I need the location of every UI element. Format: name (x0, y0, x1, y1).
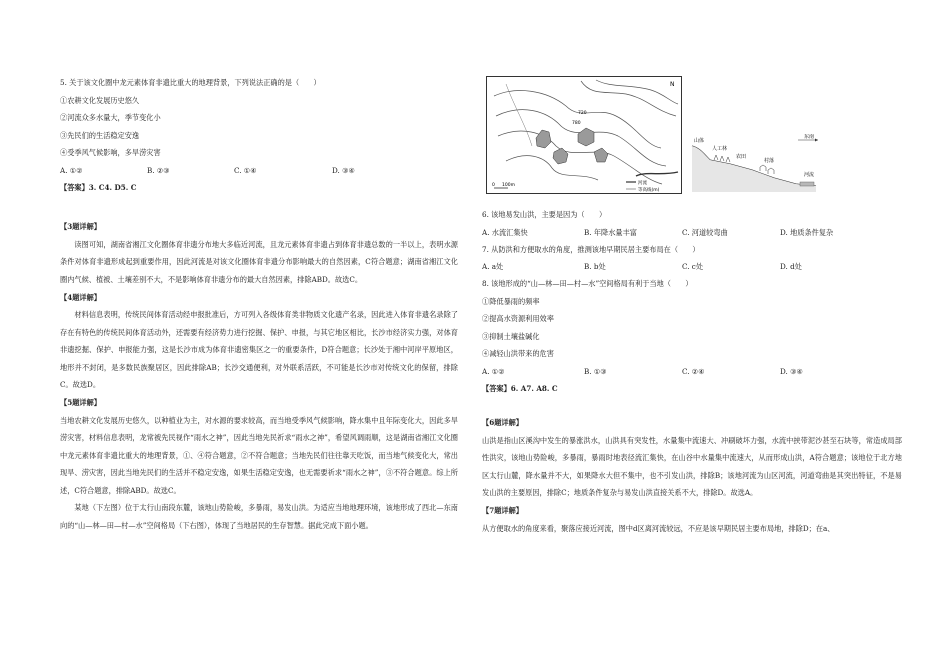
q5-item-3: ③先民们的生活稳定安逸 (60, 130, 140, 140)
q8-options (482, 363, 902, 380)
map-north-label: N (670, 81, 675, 88)
q7-option-b: B. b处 (584, 262, 606, 271)
q7-option-d: D. d处 (780, 262, 802, 271)
q8-option-b: B. ①③ (584, 366, 607, 376)
q5-option-a: A. ①② (60, 165, 83, 175)
q7-option-c: C. c处 (682, 262, 704, 271)
q5-item-4: ④受季风气候影响，多旱涝灾害 (60, 148, 161, 158)
map-contour-780: 780 (572, 121, 581, 126)
q3-detail-body: 读图可知，湖南省湘江文化圈体育非遗分布地大多临近河流，且龙元素体育非遗占到体育非遗总数的一半以上，表明水源条件对体育非遗形成起到重要作用，因此河流是对该文化圈体育非遗分布影响最大的自然因素，C符合题意；湖南省湘江文化圈内气候、植被、土壤差别不大，不是影响体育非遗分布的最大自然因素，排除ABD。故选C。 (60, 239, 458, 284)
q5-option-c: C. ①④ (234, 165, 257, 175)
q5-detail-body: 当地农耕文化发展历史悠久，以种植业为主，对水源的要求较高，而当地受季风气候影响，降水集中且年际变化大，因此多旱涝灾害，材料信息表明，龙常被先民视作“雨水之神”，因此当地先民祈求“雨水之神”，希望风调雨顺，这是湖南省湘江文化圈中龙元素体育非遗比重大的地理背景，①、④符合题意，②不符合题意；当地先民们往往靠天吃饭，而当地气候变化大，常出现旱、涝灾害，因此当地先民们的生活并不稳定安逸，如果生活稳定安逸，也无需要祈求“雨水之神”，③不符合题意。综上所述，C符合题意，排除ABD。故选C。 (60, 415, 458, 495)
q7-detail-heading: 【7题详解】 (482, 506, 523, 515)
profile-label-southeast: 东南 (804, 134, 815, 140)
profile-label-forest: 人工林 (712, 146, 728, 152)
q7-detail-body: 从方便取水的角度来看，聚落应接近河流，图中d区离河流较远，不应是该早期民居主要布局地，排除D；在a、 (482, 523, 835, 533)
q5-item-1: ①农耕文化发展历史悠久 (60, 95, 140, 105)
q6-stem: 6. 该地易发山洪，主要是因为（ ） (482, 210, 607, 220)
material-intro: 某地（下左图）位于太行山南段东麓，该地山势险峻，多暴雨，易发山洪。为适应当地地理环境，该地形成了西北—东南向的“山—林—田—村—水”空间格局（下右图），体现了当地居民的生存智慧。据此完成下面小题。 (60, 503, 458, 530)
profile-label-village: 村落 (764, 158, 775, 164)
q4-detail-body: 材料信息表明，传统民间体育活动经申报批准后，方可列入各级体育类非物质文化遗产名录，因此进入体育非遗名录除了存在有特色的传统民间体育活动外，还需要有经济势力进行挖掘、保护、申报，与其它地区相比，长沙市经济实力强，对体育非遗挖掘、保护、申报能力强，这是长沙市成为体育非遗密集区之一的重要条件，D符合题意；长沙处于湘中河岸平原地区，地形并不封闭，是多数民族聚居区，因此排除AB；长沙交通便利，对外联系活跃，不可能是长沙市对传统文化的保留，排除C。故选D。 (60, 310, 458, 389)
q3-detail-heading: 【3题详解】 (60, 222, 101, 231)
q8-item-1: ①降低暴雨的频率 (482, 296, 540, 306)
q4-detail-heading: 【4题详解】 (60, 292, 101, 302)
q8-item-2: ②提高水资源利用效率 (482, 314, 554, 324)
map-legend-contour: 等高线(m) (638, 188, 660, 193)
topographic-map (486, 76, 682, 194)
q5-stem: 5. 关于该文化圈中龙元素体育非遗比重大的地理背景，下列说法正确的是（ ） (60, 78, 321, 88)
q8-stem: 8. 该地形成的“山—林—田—村—水”空间格局有利于当地（ ） (482, 279, 693, 289)
map-contour-720: 720 (578, 111, 587, 116)
q6-options (482, 224, 902, 241)
q5-detail-heading: 【5题详解】 (60, 398, 101, 407)
answer-3-5: 【答案】3. C4. D5. C (60, 183, 137, 192)
left-column (60, 74, 458, 534)
q7-stem: 7. 从防洪和方便取水的角度，推测该地早期民居主要布局在（ ） (482, 244, 700, 254)
profile-label-farmland: 农田 (736, 154, 747, 160)
q6-option-d: D. 地质条件复杂 (780, 227, 834, 237)
q5-option-b: B. ②③ (147, 165, 170, 175)
map-legend-river: 河流 (638, 181, 647, 186)
map-scale-zero: 0 (492, 183, 495, 188)
q8-option-d: D. ③④ (780, 366, 803, 376)
q5-item-2: ②河流众多水量大，季节变化小 (60, 113, 161, 123)
q6-option-a: A. 水流汇集快 (482, 227, 528, 237)
answer-6-8: 【答案】6. A7. A8. C (482, 384, 558, 393)
map-scale-100m: 100m (502, 183, 515, 188)
q6-option-c: C. 河道较弯曲 (682, 227, 728, 237)
q6-detail-body: 山洪是指山区溪沟中发生的暴涨洪水，山洪具有突发性，水量集中流速大、冲刷破坏力强，水流中挟带泥沙甚至石块等，常造成局部性洪灾，该地山势险峻，多暴雨，暴雨时地表径流汇集快，在山谷中水量集中流速大，从而形成山洪，A符合题意；该地位于北方地区太行山麓，降水量并不大，如果降水大但不集中，也不引发山洪，排除B；该地河流为山区河流，河道弯曲是其突出特征，不是易发山洪的主要原因，排除C；地质条件复杂与易发山洪直接关系不大，排除D。故选A。 (482, 435, 902, 497)
q5-option-d: D. ③④ (332, 165, 355, 175)
q6-option-b: B. 年降水量丰富 (584, 227, 637, 237)
spatial-profile-diagram (690, 134, 824, 192)
right-column (482, 206, 902, 537)
q7-options (482, 258, 902, 275)
q8-item-3: ③抑制土壤盐碱化 (482, 331, 540, 341)
q8-item-4: ④减轻山洪带来的危害 (482, 349, 554, 359)
profile-label-river: 河流 (804, 172, 815, 178)
q8-option-a: A. ①② (482, 366, 505, 376)
q6-detail-heading: 【6题详解】 (482, 418, 523, 427)
profile-label-mountain: 山体 (694, 138, 705, 144)
q7-option-a: A. a处 (482, 262, 504, 271)
q8-option-c: C. ②④ (682, 366, 705, 376)
q5-options (60, 162, 458, 179)
